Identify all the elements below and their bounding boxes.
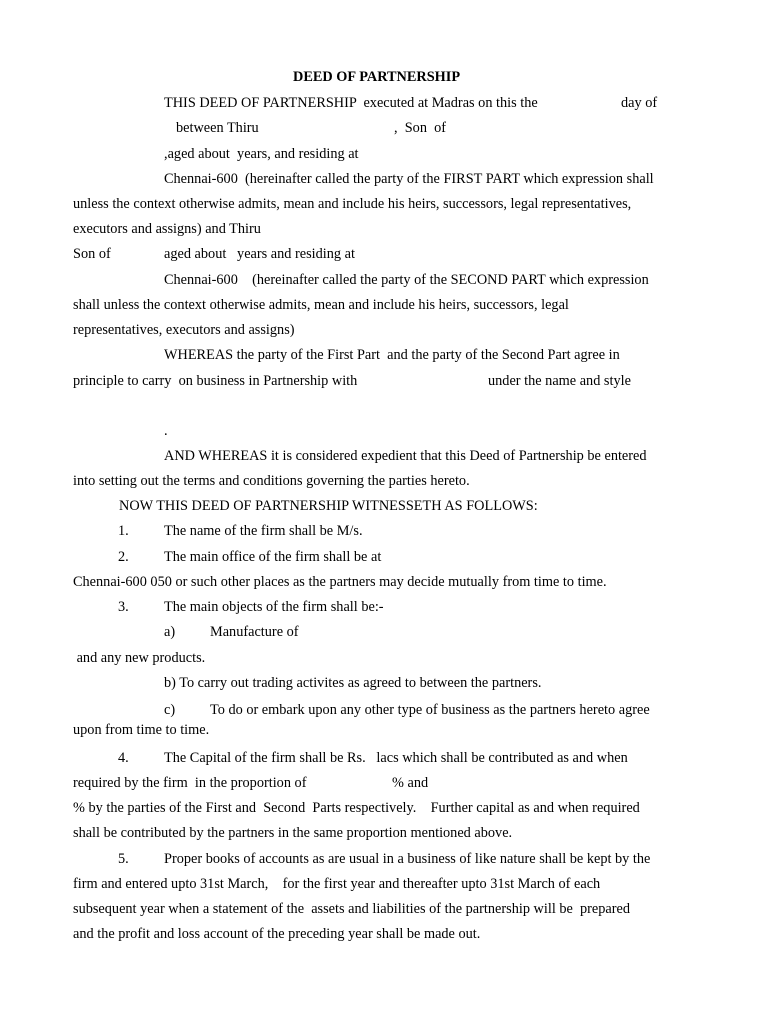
- witnesseth-heading: NOW THIS DEED OF PARTNERSHIP WITNESSETH AS FOLLOWS:: [119, 498, 538, 514]
- intro-line-1: THIS DEED OF PARTNERSHIP executed at Madras on this the: [164, 95, 538, 111]
- clause-3c-text: To do or embark upon any other type of business as the partners hereto agree: [210, 702, 650, 718]
- clause-4-line-2: required by the firm in the proportion of: [73, 775, 307, 791]
- clause-3b-text: b) To carry out trading activites as agreed to between the partners.: [164, 675, 542, 691]
- whereas-line-3: .: [164, 423, 168, 439]
- first-party-son-of: Son of: [73, 246, 111, 262]
- clause-3c-label: c): [164, 702, 176, 718]
- clause-4-line-3: % by the parties of the First and Second Parts respectively. Further capital as and when required: [73, 800, 640, 816]
- intro-line-3: ,aged about years, and residing at: [164, 146, 359, 162]
- clause-2-line-1: The main office of the firm shall be at: [164, 549, 382, 565]
- intro-between-thiru: between Thiru: [176, 120, 259, 136]
- clause-4-line-4: shall be contributed by the partners in the same proportion mentioned above.: [73, 825, 513, 841]
- second-party-line-3: representatives, executors and assigns): [73, 322, 295, 338]
- clause-2-number: 2.: [118, 549, 129, 565]
- clause-5-line-2: firm and entered upto 31st March, for the first year and thereafter upto 31st March of each: [73, 876, 601, 892]
- clause-3-line-1: The main objects of the firm shall be:-: [164, 599, 384, 615]
- clause-3a-label: a): [164, 624, 176, 640]
- clause-4-line-1: The Capital of the firm shall be Rs. lacs which shall be contributed as and when: [164, 750, 628, 766]
- whereas-line-2: principle to carry on business in Partnership with: [73, 373, 358, 389]
- first-party-line-3: executors and assigns) and Thiru: [73, 221, 261, 237]
- and-whereas-line-1: AND WHEREAS it is considered expedient that this Deed of Partnership be entered: [164, 448, 647, 464]
- and-whereas-line-2: into setting out the terms and conditions governing the parties hereto.: [73, 473, 470, 489]
- clause-5-line-4: and the profit and loss account of the preceding year shall be made out.: [73, 926, 481, 942]
- clause-4-number: 4.: [118, 750, 129, 766]
- clause-5-number: 5.: [118, 851, 129, 867]
- first-party-aged-about: aged about years and residing at: [164, 246, 355, 262]
- clause-3-number: 3.: [118, 599, 129, 615]
- whereas-line-1: WHEREAS the party of the First Part and the party of the Second Part agree in: [164, 347, 620, 363]
- document-title: DEED OF PARTNERSHIP: [293, 69, 461, 85]
- intro-son-of: , Son of: [394, 120, 447, 136]
- intro-day-of: day of: [621, 95, 658, 111]
- second-party-line-2: shall unless the context otherwise admits, mean and include his heirs, successors, legal: [73, 297, 569, 313]
- first-party-line-2: unless the context otherwise admits, mean and include his heirs, successors, legal representatives,: [73, 196, 632, 212]
- clause-3c-continuation: upon from time to time.: [73, 722, 210, 738]
- clause-5-line-1: Proper books of accounts as are usual in a business of like nature shall be kept by the: [164, 851, 651, 867]
- first-party-line-1: Chennai-600 (hereinafter called the party of the FIRST PART which expression shall: [164, 171, 654, 187]
- clause-5-line-3: subsequent year when a statement of the assets and liabilities of the partnership will be prepared: [73, 901, 631, 917]
- clause-4-percent-and: % and: [392, 775, 429, 791]
- clause-1-text: The name of the firm shall be M/s.: [164, 523, 363, 539]
- second-party-line-1: Chennai-600 (hereinafter called the party of the SECOND PART which expression: [164, 272, 649, 288]
- clause-2-line-2: Chennai-600 050 or such other places as the partners may decide mutually from time to time.: [73, 574, 607, 590]
- clause-1-number: 1.: [118, 523, 129, 539]
- clause-3a-continuation: and any new products.: [73, 650, 206, 666]
- whereas-name-and-style: under the name and style: [488, 373, 631, 389]
- clause-3a-text: Manufacture of: [210, 624, 299, 640]
